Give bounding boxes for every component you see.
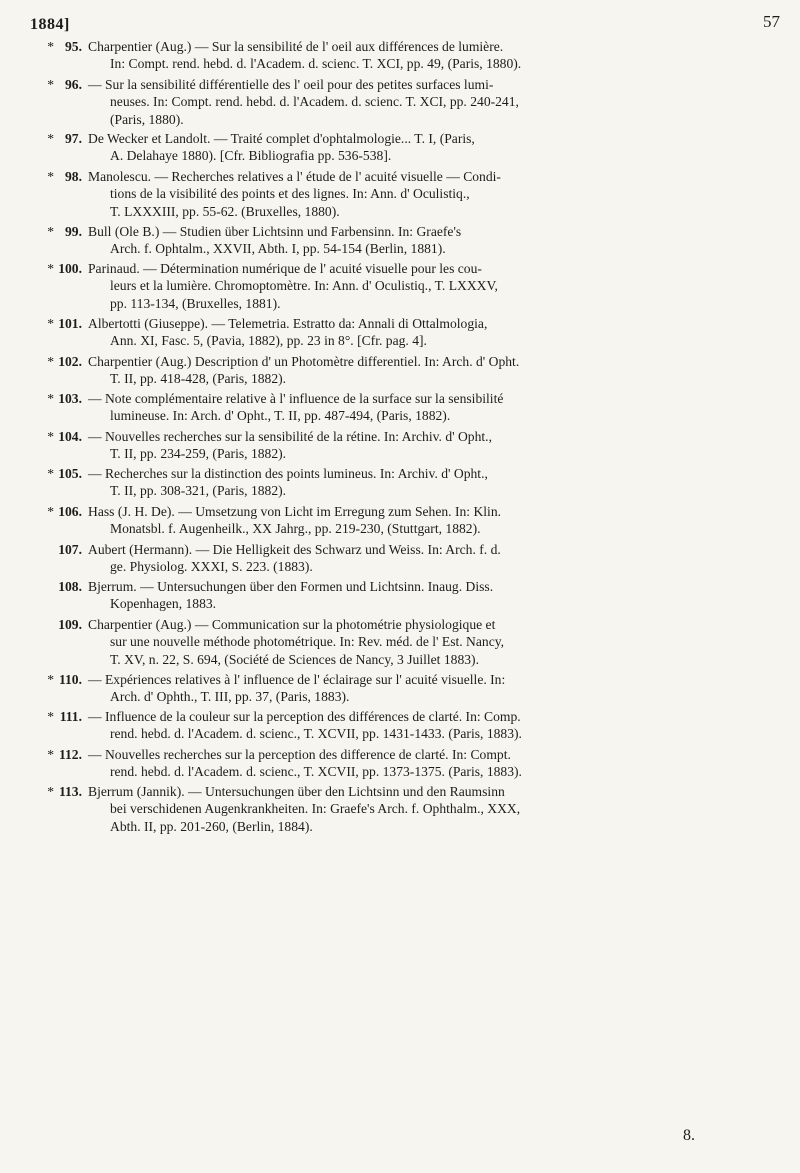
entry-line: — Note complémentaire relative à l' influence de la surface sur la sensibilité	[88, 391, 504, 406]
entry-line: Charpentier (Aug.) Description d' un Photomètre differentiel. In: Arch. d' Opht.	[88, 354, 520, 369]
page-number: 57	[763, 12, 780, 31]
entry-line: Kopenhagen, 1883.	[110, 596, 217, 612]
entry-line: Bjerrum (Jannik). — Untersuchungen über den Lichtsinn und den Raumsinn	[88, 784, 505, 799]
entry-text	[88, 708, 760, 743]
asterisk-marker: *	[47, 429, 54, 444]
entry-text	[88, 223, 760, 258]
entry-line: Albertotti (Giuseppe). — Telemetria. Estratto da: Annali di Ottalmologia,	[88, 316, 488, 331]
entry-text	[88, 465, 760, 500]
entry-line: Monatsbl. f. Augenheilk., XX Jahrg., pp. 219-230, (Stuttgart, 1882).	[110, 521, 481, 537]
asterisk-marker: *	[47, 747, 54, 762]
entry-text	[88, 353, 760, 388]
entry-line: lumineuse. In: Arch. d' Opht., T. II, pp. 487-494, (Paris, 1882).	[110, 408, 451, 424]
entry-line: A. Delahaye 1880). [Cfr. Bibliografia pp. 536-538].	[110, 148, 392, 164]
entry-line: Hass (J. H. De). — Umsetzung von Licht im Erregung zum Sehen. In: Klin.	[88, 504, 502, 519]
entry-line: T. II, pp. 308-321, (Paris, 1882).	[110, 483, 287, 499]
entry-line: T. XV, n. 22, S. 694, (Société de Sciences de Nancy, 3 Juillet 1883).	[110, 651, 479, 667]
entry-number: 100.	[58, 261, 82, 276]
entry-line: — Expériences relatives à l' influence de l' éclairage sur l' acuité visuelle. In:	[88, 672, 506, 687]
entry-line: Abth. II, pp. 201-260, (Berlin, 1884).	[110, 818, 313, 834]
entry-line: — Influence de la couleur sur la perception des différences de clarté. In: Comp.	[88, 709, 521, 724]
entry-text	[88, 428, 760, 463]
entry-line: leurs et la lumière. Chromoptomètre. In: Ann. d' Oculistiq., T. LXXXV,	[110, 278, 498, 294]
entry-line: ge. Physiolog. XXXI, S. 223. (1883).	[110, 559, 313, 575]
entry-number: 105.	[58, 466, 82, 481]
entry-text	[88, 130, 760, 165]
entry-number: 95.	[65, 39, 82, 54]
asterisk-marker: *	[47, 504, 54, 519]
entry-number: 113.	[58, 784, 82, 799]
entry-text	[88, 38, 760, 73]
entry-line: Arch. f. Ophtalm., XXVII, Abth. I, pp. 54-154 (Berlin, 1881).	[110, 241, 446, 257]
entry-text	[88, 541, 760, 576]
entry-line: Bull (Ole B.) — Studien über Lichtsinn und Farbensinn. In: Graefe's	[88, 224, 462, 239]
entry-text	[88, 315, 760, 350]
entry-text	[88, 671, 760, 706]
entry-number: 110.	[58, 672, 82, 687]
asterisk-marker: *	[47, 672, 54, 687]
entry-line: Ann. XI, Fasc. 5, (Pavia, 1882), pp. 23 in 8°. [Cfr. pag. 4].	[110, 333, 427, 349]
entry-line: bei verschidenen Augenkrankheiten. In: Graefe's Arch. f. Ophthalm., XXX,	[110, 801, 521, 817]
entry-line: neuses. In: Compt. rend. hebd. d. l'Academ. d. scienc. T. XCI, pp. 240-241,	[110, 94, 519, 110]
entry-line: Arch. d' Ophth., T. III, pp. 37, (Paris, 1883).	[110, 689, 350, 705]
entry-number: 106.	[58, 504, 82, 519]
asterisk-marker: *	[47, 169, 54, 184]
entry-number: 99.	[65, 224, 82, 239]
running-year: 1884]	[30, 16, 70, 33]
entry-line: — Nouvelles recherches sur la sensibilité de la rétine. In: Archiv. d' Opht.,	[88, 429, 492, 444]
entry-text	[88, 783, 760, 835]
asterisk-marker: *	[47, 784, 54, 799]
entry-line: rend. hebd. d. l'Academ. d. scienc., T. XCVII, pp. 1431-1433. (Paris, 1883).	[110, 726, 522, 742]
entry-line: Parinaud. — Détermination numérique de l' acuité visuelle pour les cou-	[88, 261, 482, 276]
entry-line: Aubert (Hermann). — Die Helligkeit des Schwarz und Weiss. In: Arch. f. d.	[88, 542, 501, 557]
entry-number: 108.	[58, 579, 82, 594]
entry-line: — Nouvelles recherches sur la perception des difference de clarté. In: Compt.	[88, 747, 511, 762]
entry-line: pp. 113-134, (Bruxelles, 1881).	[110, 295, 281, 311]
asterisk-marker: *	[47, 709, 54, 724]
entry-line: T. II, pp. 234-259, (Paris, 1882).	[110, 446, 287, 462]
asterisk-marker: *	[47, 316, 54, 331]
asterisk-marker: *	[47, 77, 54, 92]
entry-text	[88, 616, 760, 668]
asterisk-marker: *	[47, 261, 54, 276]
entry-number: 96.	[65, 77, 82, 92]
entry-number: 109.	[58, 617, 82, 632]
entry-line: tions de la visibilité des points et des lignes. In: Ann. d' Oculistiq.,	[110, 186, 470, 202]
entry-number: 98.	[65, 169, 82, 184]
printer-signature: 8.	[683, 1127, 695, 1144]
entry-text	[88, 76, 760, 128]
entry-line: — Sur la sensibilité différentielle des l' oeil pour des petites surfaces lumi-	[88, 77, 494, 92]
entry-text	[88, 390, 760, 425]
asterisk-marker: *	[47, 224, 54, 239]
entry-line: (Paris, 1880).	[110, 111, 184, 127]
entry-text	[88, 503, 760, 538]
entry-line: sur une nouvelle méthode photométrique. In: Rev. méd. de l' Est. Nancy,	[110, 634, 505, 650]
entry-text	[88, 168, 760, 220]
entry-number: 97.	[65, 131, 82, 146]
page-header	[0, 0, 800, 40]
entry-line: Bjerrum. — Untersuchungen über den Formen und Lichtsinn. Inaug. Diss.	[88, 579, 494, 594]
entry-line: Charpentier (Aug.) — Communication sur la photométrie physiologique et	[88, 617, 496, 632]
asterisk-marker: *	[47, 466, 54, 481]
entry-line: Manolescu. — Recherches relatives a l' étude de l' acuité visuelle — Condi-	[88, 169, 501, 184]
entry-number: 104.	[58, 429, 82, 444]
entry-text	[88, 578, 760, 613]
entry-number: 103.	[58, 391, 82, 406]
entry-number: 101.	[58, 316, 82, 331]
entry-text	[88, 260, 760, 312]
entry-line: T. II, pp. 418-428, (Paris, 1882).	[110, 371, 287, 387]
asterisk-marker: *	[47, 39, 54, 54]
asterisk-marker: *	[47, 131, 54, 146]
entry-line: De Wecker et Landolt. — Traité complet d'ophtalmologie... T. I, (Paris,	[88, 131, 475, 146]
entry-number: 102.	[58, 354, 82, 369]
entry-line: — Recherches sur la distinction des points lumineus. In: Archiv. d' Opht.,	[88, 466, 488, 481]
entry-text	[88, 746, 760, 781]
entry-line: Charpentier (Aug.) — Sur la sensibilité de l' oeil aux différences de lumière.	[88, 39, 504, 54]
entry-line: rend. hebd. d. l'Academ. d. scienc., T. XCVII, pp. 1373-1375. (Paris, 1883).	[110, 764, 522, 780]
entry-number: 107.	[58, 542, 82, 557]
entry-number: 111.	[59, 709, 82, 724]
entry-line: In: Compt. rend. hebd. d. l'Academ. d. scienc. T. XCI, pp. 49, (Paris, 1880).	[110, 56, 522, 72]
asterisk-marker: *	[47, 354, 54, 369]
asterisk-marker: *	[47, 391, 54, 406]
entry-number: 112.	[58, 747, 82, 762]
entry-line: T. LXXXIII, pp. 55-62. (Bruxelles, 1880).	[110, 203, 340, 219]
